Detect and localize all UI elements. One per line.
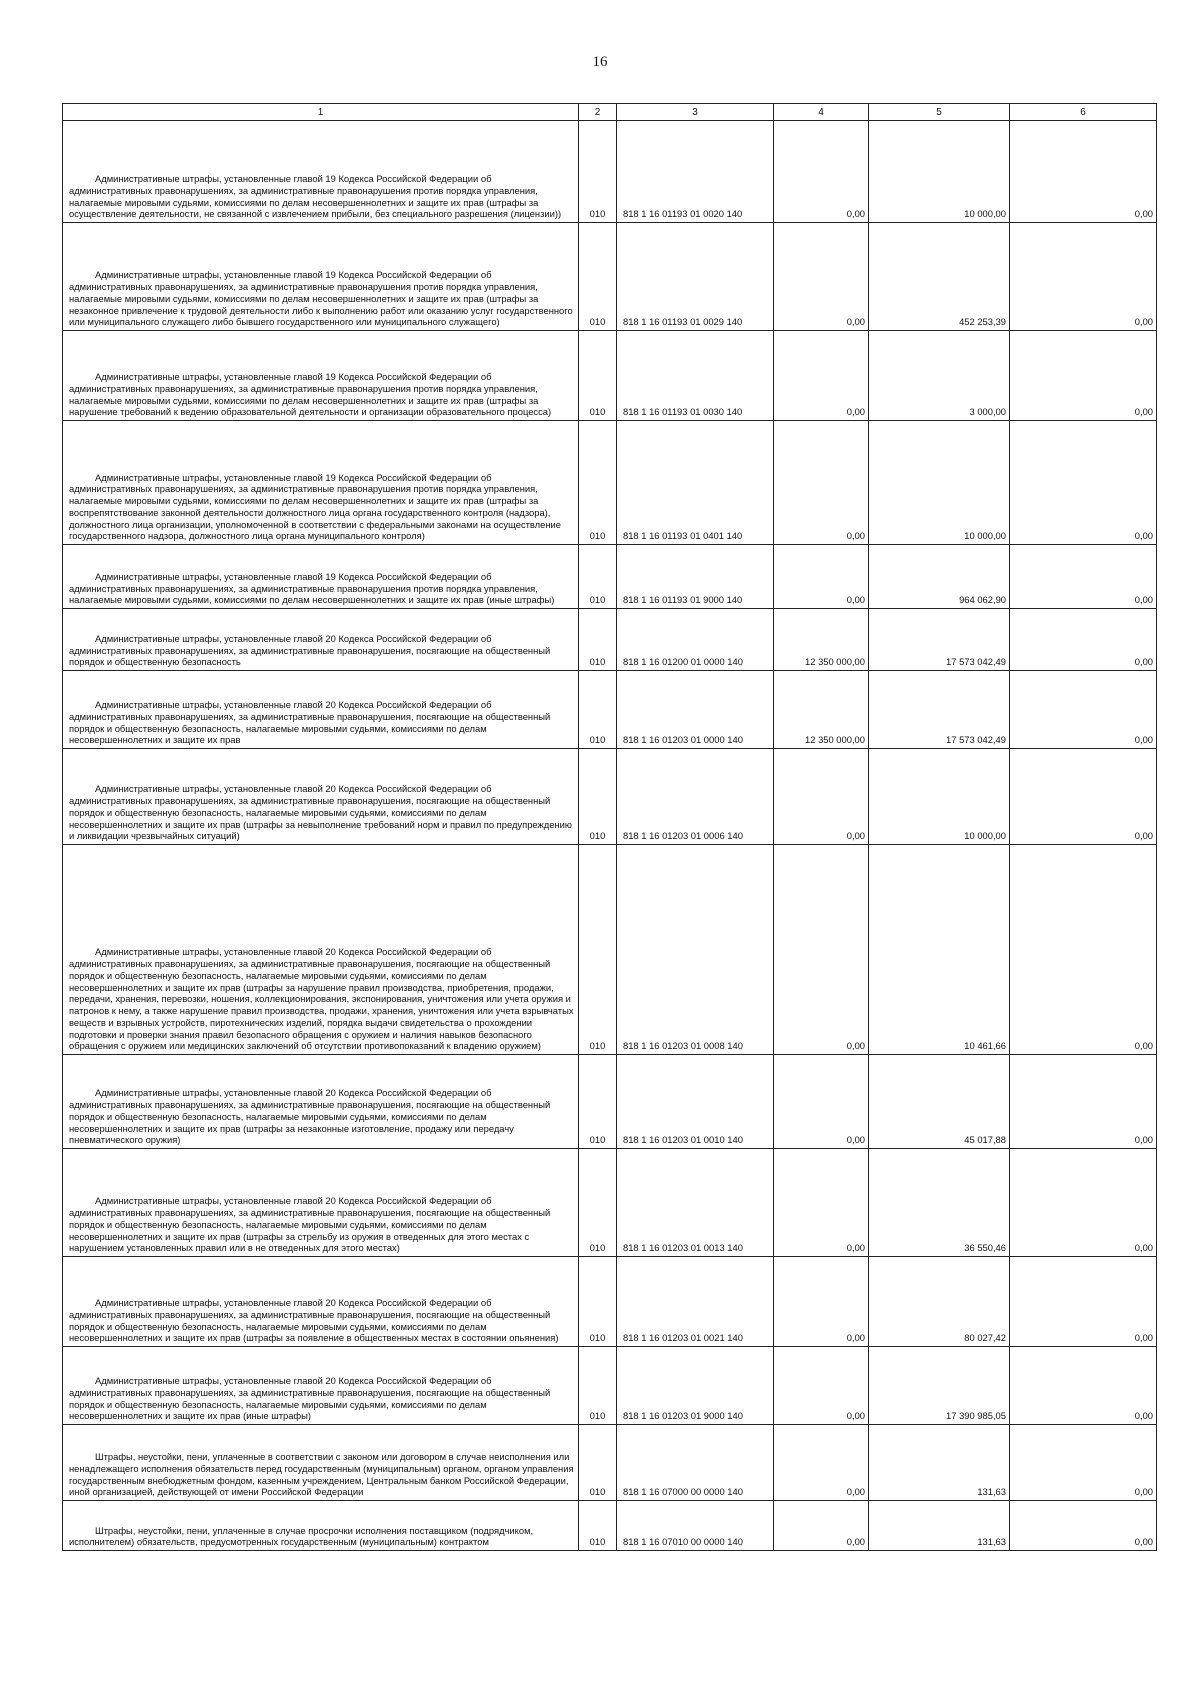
table-row: [63, 609, 1157, 671]
table-row: [63, 121, 1157, 223]
row-line-code: 010: [579, 421, 617, 545]
row-line-code: 010: [579, 545, 617, 609]
row-budget-code: 818 1 16 01193 01 0029 140: [617, 223, 774, 331]
row-value-5: 10 000,00: [869, 749, 1010, 845]
row-description: Административные штрафы, установленные главой 20 Кодекса Российской Федерации об административных правонарушениях, за административные правонарушения, посягающие на общественный порядок и общественную безопасность, налагаемые мировыми судьями, комиссиями по делам несовершеннолетних и защите их прав (штрафы за невыполнение требований норм и правил по предупреждению и ликвидации чрезвычайных ситуаций): [63, 749, 579, 845]
column-header-6: 6: [1010, 104, 1157, 121]
row-budget-code: 818 1 16 01203 01 0021 140: [617, 1257, 774, 1347]
row-description: Административные штрафы, установленные главой 19 Кодекса Российской Федерации об административных правонарушениях, за административные правонарушения против порядка управления, налагаемые мировыми судьями, комиссиями по делам несовершеннолетних и защите их прав (штрафы за воспрепятствование законной деятельности должностного лица органа государственного контроля (надзора), должностного лица организации, уполномоченной в соответствии с федеральными законами на осуществление государственного надзора, должностного лица органа муниципального контроля): [63, 421, 579, 545]
row-description: Административные штрафы, установленные главой 20 Кодекса Российской Федерации об административных правонарушениях, за административные правонарушения, посягающие на общественный порядок и общественную безопасность, налагаемые мировыми судьями, комиссиями по делам несовершеннолетних и защите их прав (штрафы за незаконные изготовление, продажу или передачу пневматического оружия): [63, 1055, 579, 1149]
column-header-3: 3: [617, 104, 774, 121]
row-value-4: 0,00: [774, 121, 869, 223]
row-description: Административные штрафы, установленные главой 20 Кодекса Российской Федерации об административных правонарушениях, за административные правонарушения, посягающие на общественный порядок и общественную безопасность, налагаемые мировыми судьями, комиссиями по делам несовершеннолетних и защите их прав (штрафы за стрельбу из оружия в отведенных для этого местах с нарушением установленных правил или в не отведенных для этого местах): [63, 1149, 579, 1257]
row-budget-code: 818 1 16 01193 01 0401 140: [617, 421, 774, 545]
row-value-5: 131,63: [869, 1425, 1010, 1501]
table-row: [63, 223, 1157, 331]
row-description: Административные штрафы, установленные главой 19 Кодекса Российской Федерации об административных правонарушениях, за административные правонарушения против порядка управления, налагаемые мировыми судьями, комиссиями по делам несовершеннолетних и защите их прав (штрафы за незаконное привлечение к трудовой деятельности либо к выполнению работ или оказанию услуг государственного или муниципального служащего либо бывшего государственного или муниципального служащего): [63, 223, 579, 331]
row-value-5: 17 573 042,49: [869, 609, 1010, 671]
table-header-row: [63, 104, 1157, 121]
row-budget-code: 818 1 16 01203 01 0006 140: [617, 749, 774, 845]
row-description: Административные штрафы, установленные главой 20 Кодекса Российской Федерации об административных правонарушениях, за административные правонарушения, посягающие на общественный порядок и общественную безопасность, налагаемые мировыми судьями, комиссиями по делам несовершеннолетних и защите их прав (штрафы за нарушение правил производства, приобретения, продажи, передачи, хранения, перевозки, ношения, коллекционирования, экспонирования, уничтожения или учета оружия и патронов к нему, а также нарушение правил производства, продажи, хранения, уничтожения или учета взрывчатых веществ и взрывных устройств, пиротехнических изделий, порядка выдачи свидетельства о прохождении подготовки и проверки знания правил безопасного обращения с оружием и наличия навыков безопасного обращения с оружием или медицинских заключений об отсутствии противопоказаний к владению оружием): [63, 845, 579, 1055]
table-row: [63, 1055, 1157, 1149]
column-header-1: 1: [63, 104, 579, 121]
row-description: Административные штрафы, установленные главой 20 Кодекса Российской Федерации об административных правонарушениях, за административные правонарушения, посягающие на общественный порядок и общественную безопасность, налагаемые мировыми судьями, комиссиями по делам несовершеннолетних и защите их прав: [63, 671, 579, 749]
row-value-4: 0,00: [774, 1257, 869, 1347]
row-line-code: 010: [579, 1257, 617, 1347]
table-row: [63, 331, 1157, 421]
row-value-5: 3 000,00: [869, 331, 1010, 421]
row-budget-code: 818 1 16 01203 01 9000 140: [617, 1347, 774, 1425]
row-value-4: 0,00: [774, 1347, 869, 1425]
row-value-5: 45 017,88: [869, 1055, 1010, 1149]
row-value-6: 0,00: [1010, 331, 1157, 421]
row-value-6: 0,00: [1010, 1425, 1157, 1501]
row-value-5: 10 000,00: [869, 121, 1010, 223]
row-budget-code: 818 1 16 01203 01 0008 140: [617, 845, 774, 1055]
row-line-code: 010: [579, 1347, 617, 1425]
row-value-5: 80 027,42: [869, 1257, 1010, 1347]
row-value-5: 36 550,46: [869, 1149, 1010, 1257]
row-value-6: 0,00: [1010, 1149, 1157, 1257]
row-budget-code: 818 1 16 01193 01 0030 140: [617, 331, 774, 421]
row-value-4: 12 350 000,00: [774, 609, 869, 671]
row-description: Штрафы, неустойки, пени, уплаченные в соответствии с законом или договором в случае неисполнения или ненадлежащего исполнения обязательств перед государственным (муниципальным) органом, органом управления государственным внебюджетным фондом, казенным учреждением, Центральным банком Российской Федерации, иной организацией, действующей от имени Российской Федерации: [63, 1425, 579, 1501]
row-line-code: 010: [579, 1425, 617, 1501]
row-value-4: 0,00: [774, 845, 869, 1055]
row-line-code: 010: [579, 1055, 617, 1149]
row-value-6: 0,00: [1010, 545, 1157, 609]
row-value-4: 12 350 000,00: [774, 671, 869, 749]
row-description: Административные штрафы, установленные главой 20 Кодекса Российской Федерации об административных правонарушениях, за административные правонарушения, посягающие на общественный порядок и общественную безопасность, налагаемые мировыми судьями, комиссиями по делам несовершеннолетних и защите их прав (иные штрафы): [63, 1347, 579, 1425]
row-value-4: 0,00: [774, 1149, 869, 1257]
row-value-6: 0,00: [1010, 1501, 1157, 1551]
revenue-table: [62, 103, 1157, 1551]
row-value-6: 0,00: [1010, 223, 1157, 331]
row-value-4: 0,00: [774, 1425, 869, 1501]
table-row: [63, 1425, 1157, 1501]
row-line-code: 010: [579, 331, 617, 421]
column-header-4: 4: [774, 104, 869, 121]
row-line-code: 010: [579, 749, 617, 845]
row-budget-code: 818 1 16 01203 01 0013 140: [617, 1149, 774, 1257]
row-description: Административные штрафы, установленные главой 19 Кодекса Российской Федерации об административных правонарушениях, за административные правонарушения против порядка управления, налагаемые мировыми судьями, комиссиями по делам несовершеннолетних и защите их прав (штрафы за нарушение требований к ведению образовательной деятельности и организации образовательного процесса): [63, 331, 579, 421]
row-budget-code: 818 1 16 01193 01 9000 140: [617, 545, 774, 609]
row-description: Административные штрафы, установленные главой 19 Кодекса Российской Федерации об административных правонарушениях, за административные правонарушения против порядка управления, налагаемые мировыми судьями, комиссиями по делам несовершеннолетних и защите их прав (иные штрафы): [63, 545, 579, 609]
row-value-5: 17 573 042,49: [869, 671, 1010, 749]
table-row: [63, 421, 1157, 545]
row-line-code: 010: [579, 1501, 617, 1551]
table-row: [63, 1149, 1157, 1257]
row-budget-code: 818 1 16 07000 00 0000 140: [617, 1425, 774, 1501]
row-budget-code: 818 1 16 01203 01 0010 140: [617, 1055, 774, 1149]
table-row: [63, 845, 1157, 1055]
row-value-4: 0,00: [774, 331, 869, 421]
table-row: [63, 671, 1157, 749]
row-value-4: 0,00: [774, 421, 869, 545]
row-line-code: 010: [579, 609, 617, 671]
row-budget-code: 818 1 16 07010 00 0000 140: [617, 1501, 774, 1551]
row-description: Административные штрафы, установленные главой 20 Кодекса Российской Федерации об административных правонарушениях, за административные правонарушения, посягающие на общественный порядок и общественную безопасность, налагаемые мировыми судьями, комиссиями по делам несовершеннолетних и защите их прав (штрафы за появление в общественных местах в состоянии опьянения): [63, 1257, 579, 1347]
row-line-code: 010: [579, 1149, 617, 1257]
row-value-5: 17 390 985,05: [869, 1347, 1010, 1425]
row-value-4: 0,00: [774, 1501, 869, 1551]
row-value-4: 0,00: [774, 545, 869, 609]
row-value-6: 0,00: [1010, 749, 1157, 845]
table-row: [63, 1501, 1157, 1551]
table-row: [63, 545, 1157, 609]
row-value-6: 0,00: [1010, 671, 1157, 749]
row-description: Административные штрафы, установленные главой 20 Кодекса Российской Федерации об административных правонарушениях, за административные правонарушения, посягающие на общественный порядок и общественную безопасность: [63, 609, 579, 671]
table-row: [63, 1347, 1157, 1425]
row-value-6: 0,00: [1010, 609, 1157, 671]
row-line-code: 010: [579, 121, 617, 223]
row-budget-code: 818 1 16 01193 01 0020 140: [617, 121, 774, 223]
row-value-6: 0,00: [1010, 421, 1157, 545]
row-description: Административные штрафы, установленные главой 19 Кодекса Российской Федерации об административных правонарушениях, за административные правонарушения против порядка управления, налагаемые мировыми судьями, комиссиями по делам несовершеннолетних и защите их прав (штрафы за осуществление деятельности, не связанной с извлечением прибыли, без специального разрешения (лицензии)): [63, 121, 579, 223]
row-value-4: 0,00: [774, 223, 869, 331]
row-description: Штрафы, неустойки, пени, уплаченные в случае просрочки исполнения поставщиком (подрядчиком, исполнителем) обязательств, предусмотренных государственным (муниципальным) контрактом: [63, 1501, 579, 1551]
column-header-5: 5: [869, 104, 1010, 121]
row-value-6: 0,00: [1010, 1347, 1157, 1425]
row-value-5: 964 062,90: [869, 545, 1010, 609]
row-value-4: 0,00: [774, 749, 869, 845]
row-value-6: 0,00: [1010, 1257, 1157, 1347]
row-value-5: 131,63: [869, 1501, 1010, 1551]
row-line-code: 010: [579, 845, 617, 1055]
table-row: [63, 1257, 1157, 1347]
page-number: 16: [592, 54, 608, 70]
row-value-5: 10 000,00: [869, 421, 1010, 545]
row-value-6: 0,00: [1010, 1055, 1157, 1149]
table-row: [63, 749, 1157, 845]
row-value-6: 0,00: [1010, 121, 1157, 223]
row-budget-code: 818 1 16 01203 01 0000 140: [617, 671, 774, 749]
row-line-code: 010: [579, 223, 617, 331]
row-value-4: 0,00: [774, 1055, 869, 1149]
row-value-5: 10 461,66: [869, 845, 1010, 1055]
row-budget-code: 818 1 16 01200 01 0000 140: [617, 609, 774, 671]
column-header-2: 2: [579, 104, 617, 121]
row-value-6: 0,00: [1010, 845, 1157, 1055]
row-value-5: 452 253,39: [869, 223, 1010, 331]
row-line-code: 010: [579, 671, 617, 749]
